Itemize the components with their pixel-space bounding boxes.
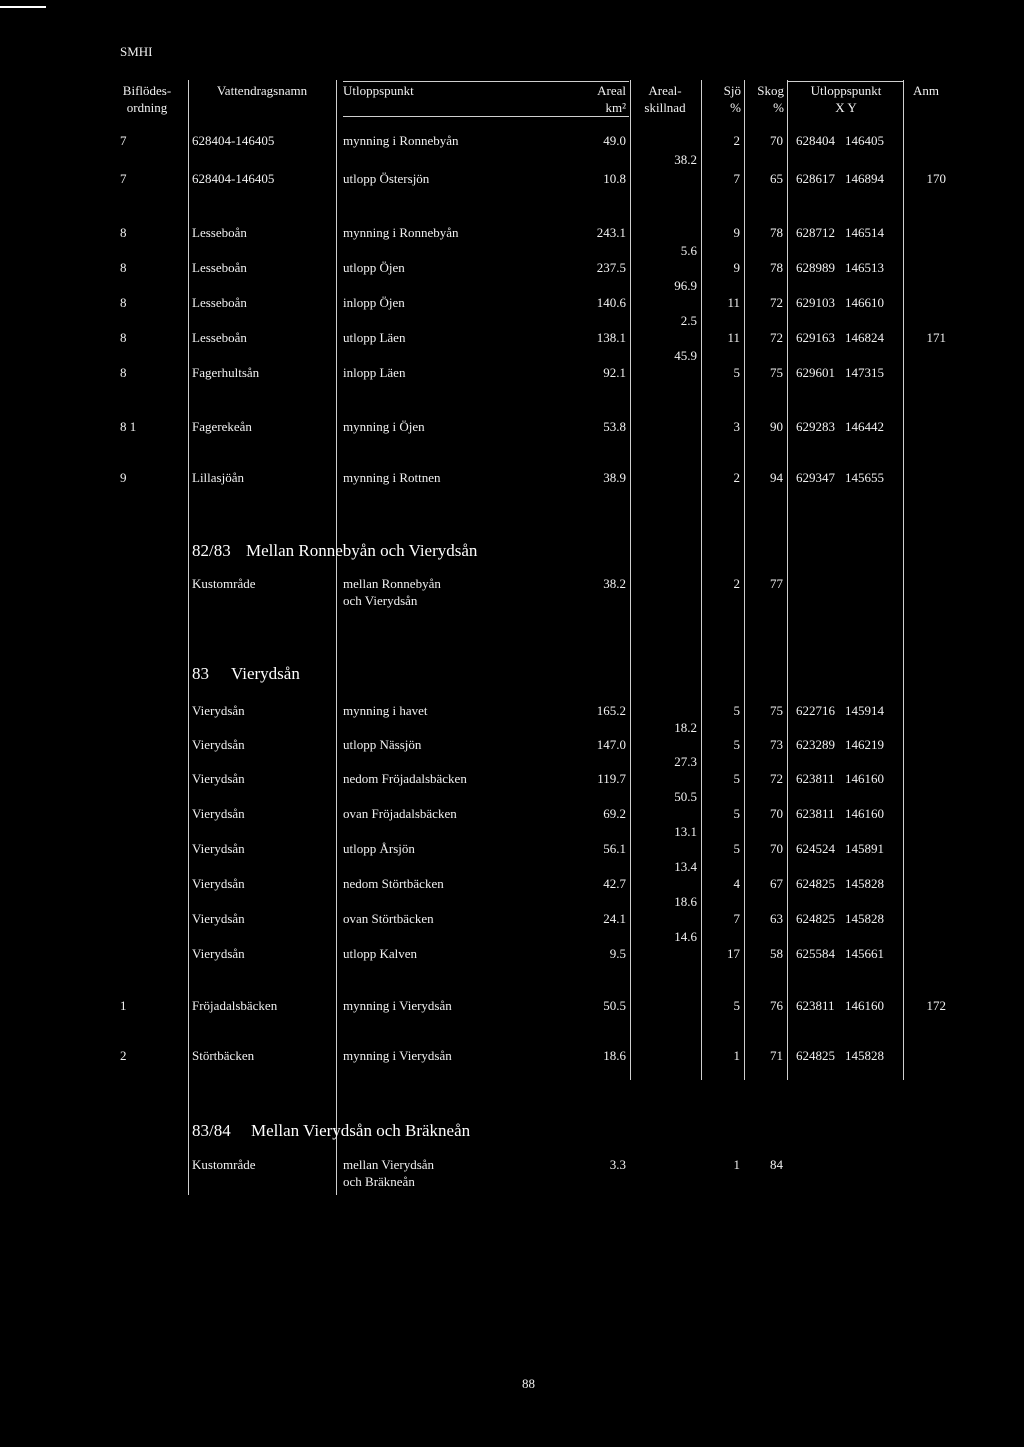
cell-skog: 63 (770, 911, 783, 926)
cell-y-coord: 145828 (845, 876, 884, 891)
cell-areal: 50.5 (603, 998, 626, 1013)
page-number: 88 (522, 1376, 535, 1391)
cell-utloppspunkt: utlopp Årsjön (343, 841, 415, 856)
column-rule (787, 80, 788, 1080)
cell-y-coord: 146405 (845, 133, 884, 148)
column-header-arealskill-line2: skillnad (644, 100, 686, 115)
cell-vattendragsnamn: Kustområde (192, 1157, 256, 1172)
column-rule (630, 80, 631, 1080)
cell-vattendragsnamn: Vierydsån (192, 841, 245, 856)
cell-y-coord: 145891 (845, 841, 884, 856)
cell-bifl: 7 (120, 133, 127, 148)
cell-y-coord: 146610 (845, 295, 884, 310)
cell-y-coord: 147315 (845, 365, 884, 380)
cell-vattendragsnamn: Vierydsån (192, 737, 245, 752)
cell-utloppspunkt: nedom Störtbäcken (343, 876, 444, 891)
cell-x-coord: 623811 (796, 806, 835, 821)
cell-skog: 75 (770, 703, 783, 718)
cell-bifl: 8 (120, 260, 127, 275)
cell-y-coord: 145828 (845, 911, 884, 926)
cell-utloppspunkt: ovan Störtbäcken (343, 911, 434, 926)
cell-utloppspunkt: mynning i Ronnebyån (343, 225, 459, 240)
cell-skog: 90 (770, 419, 783, 434)
cell-areal: 140.6 (596, 295, 626, 310)
cell-skog: 72 (770, 295, 783, 310)
cell-sjo: 5 (733, 841, 740, 856)
column-header-arealskill-line1: Areal- (648, 83, 682, 98)
cell-x-coord: 628712 (796, 225, 835, 240)
column-header-utlopp-line1: Utloppspunkt (343, 83, 414, 98)
cell-areal: 10.8 (603, 171, 626, 186)
cell-x-coord: 624825 (796, 876, 835, 891)
cell-arealskillnad: 45.9 (674, 348, 697, 363)
section-title: Vierydsån (231, 664, 300, 683)
cell-vattendragsnamn: Fagerhultsån (192, 365, 260, 380)
cell-vattendragsnamn: Lillasjöån (192, 470, 244, 485)
column-rule (188, 80, 189, 1080)
cell-skog: 78 (770, 225, 783, 240)
cell-x-coord: 622716 (796, 703, 835, 718)
cell-sjo: 17 (727, 946, 740, 961)
cell-skog: 70 (770, 806, 783, 821)
cell-y-coord: 146442 (845, 419, 884, 434)
cell-sjo: 5 (733, 703, 740, 718)
cell-skog: 70 (770, 133, 783, 148)
cell-skog: 75 (770, 365, 783, 380)
cell-vattendragsnamn: Vierydsån (192, 703, 245, 718)
cell-sjo: 2 (733, 470, 740, 485)
cell-x-coord: 624825 (796, 911, 835, 926)
cell-bifl: 1 (120, 998, 127, 1013)
cell-utloppspunkt: mellan Vierydsån (343, 1157, 435, 1172)
cell-utloppspunkt: inlopp Läen (343, 365, 406, 380)
cell-sjo: 9 (733, 225, 740, 240)
cell-bifl: 8 1 (120, 419, 137, 434)
section-code: 83 (192, 664, 209, 683)
cell-bifl: 8 (120, 295, 127, 310)
cell-x-coord: 623811 (796, 771, 835, 786)
cell-skog: 58 (770, 946, 783, 961)
cell-vattendragsnamn: 628404-146405 (192, 171, 275, 186)
top-rule (0, 6, 46, 8)
cell-x-coord: 628617 (796, 171, 835, 186)
cell-utloppspunkt: mynning i Rottnen (343, 470, 441, 485)
cell-utloppspunkt-cont: och Bräkneån (343, 1174, 415, 1189)
cell-utloppspunkt: nedom Fröjadalsbäcken (343, 771, 467, 786)
column-header-skog-line1: Skog (757, 83, 784, 98)
cell-areal: 165.2 (596, 703, 626, 718)
cell-vattendragsnamn: Lesseboån (192, 225, 247, 240)
cell-anm: 171 (926, 330, 946, 345)
cell-areal: 49.0 (603, 133, 626, 148)
cell-sjo: 2 (733, 576, 740, 591)
cell-vattendragsnamn: Störtbäcken (192, 1048, 255, 1063)
cell-y-coord: 145914 (845, 703, 884, 718)
cell-utloppspunkt: utlopp Läen (343, 330, 406, 345)
cell-sjo: 5 (733, 365, 740, 380)
cell-areal: 38.2 (603, 576, 626, 591)
cell-utloppspunkt: ovan Fröjadalsbäcken (343, 806, 457, 821)
cell-skog: 84 (770, 1157, 783, 1172)
cell-bifl: 2 (120, 1048, 127, 1063)
cell-utloppspunkt: utlopp Nässjön (343, 737, 422, 752)
cell-y-coord: 145828 (845, 1048, 884, 1063)
cell-sjo: 11 (727, 330, 740, 345)
cell-arealskillnad: 96.9 (674, 278, 697, 293)
cell-vattendragsnamn: Fröjadalsbäcken (192, 998, 278, 1013)
cell-x-coord: 628989 (796, 260, 835, 275)
cell-areal: 243.1 (596, 225, 626, 240)
cell-y-coord: 146219 (845, 737, 884, 752)
cell-areal: 3.3 (609, 1157, 626, 1172)
cell-arealskillnad: 13.4 (674, 859, 697, 874)
cell-bifl: 8 (120, 330, 127, 345)
cell-vattendragsnamn: Vierydsån (192, 771, 245, 786)
header-rule (343, 116, 629, 117)
cell-skog: 72 (770, 771, 783, 786)
cell-x-coord: 625584 (796, 946, 835, 961)
column-header-bifl-line2: ordning (126, 100, 168, 115)
column-rule (701, 80, 702, 1080)
agency-label: SMHI (120, 44, 153, 59)
cell-y-coord: 146513 (845, 260, 884, 275)
section-title: Mellan Vierydsån och Bräkneån (251, 1121, 471, 1140)
cell-vattendragsnamn: Kustområde (192, 576, 256, 591)
cell-x-coord: 629163 (796, 330, 835, 345)
cell-arealskillnad: 27.3 (674, 754, 697, 769)
cell-sjo: 4 (733, 876, 740, 891)
column-header-xy-line1: Utloppspunkt (810, 83, 882, 98)
cell-areal: 147.0 (596, 737, 626, 752)
cell-y-coord: 146894 (845, 171, 884, 186)
column-header-sjo-line1: Sjö (723, 83, 741, 98)
cell-utloppspunkt: utlopp Kalven (343, 946, 418, 961)
cell-sjo: 9 (733, 260, 740, 275)
cell-y-coord: 146514 (845, 225, 884, 240)
cell-skog: 76 (770, 998, 783, 1013)
column-rule (188, 1080, 189, 1195)
cell-utloppspunkt-cont: och Vierydsån (343, 593, 418, 608)
cell-x-coord: 629283 (796, 419, 835, 434)
cell-arealskillnad: 2.5 (680, 313, 697, 328)
cell-vattendragsnamn: Vierydsån (192, 946, 245, 961)
cell-arealskillnad: 18.2 (674, 720, 697, 735)
cell-y-coord: 145661 (845, 946, 884, 961)
cell-areal: 9.5 (609, 946, 626, 961)
cell-y-coord: 145655 (845, 470, 884, 485)
cell-vattendragsnamn: Lesseboån (192, 295, 247, 310)
cell-utloppspunkt: mynning i Ronnebyån (343, 133, 459, 148)
cell-arealskillnad: 18.6 (674, 894, 697, 909)
cell-areal: 69.2 (603, 806, 626, 821)
cell-skog: 70 (770, 841, 783, 856)
cell-sjo: 3 (733, 419, 740, 434)
cell-utloppspunkt: mellan Ronnebyån (343, 576, 441, 591)
cell-skog: 77 (770, 576, 783, 591)
cell-areal: 92.1 (603, 365, 626, 380)
cell-sjo: 1 (733, 1157, 740, 1172)
column-header-sjo-line2: % (730, 100, 741, 115)
cell-x-coord: 628404 (796, 133, 835, 148)
cell-utloppspunkt: utlopp Öjen (343, 260, 405, 275)
cell-areal: 138.1 (596, 330, 626, 345)
cell-utloppspunkt: mynning i Vierydsån (343, 1048, 452, 1063)
cell-utloppspunkt: mynning i havet (343, 703, 428, 718)
cell-sjo: 5 (733, 806, 740, 821)
cell-anm: 170 (926, 171, 946, 186)
cell-vattendragsnamn: Vierydsån (192, 806, 245, 821)
cell-vattendragsnamn: Lesseboån (192, 330, 247, 345)
cell-anm: 172 (926, 998, 946, 1013)
cell-bifl: 7 (120, 171, 127, 186)
cell-utloppspunkt: utlopp Östersjön (343, 171, 430, 186)
cell-areal: 18.6 (603, 1048, 626, 1063)
cell-sjo: 11 (727, 295, 740, 310)
cell-sjo: 2 (733, 133, 740, 148)
cell-skog: 73 (770, 737, 783, 752)
cell-vattendragsnamn: 628404-146405 (192, 133, 275, 148)
cell-areal: 24.1 (603, 911, 626, 926)
column-header-anm-line1: Anm (913, 83, 939, 98)
cell-arealskillnad: 50.5 (674, 789, 697, 804)
cell-skog: 72 (770, 330, 783, 345)
cell-skog: 65 (770, 171, 783, 186)
cell-arealskillnad: 13.1 (674, 824, 697, 839)
section-code: 83/84 (192, 1121, 231, 1140)
cell-arealskillnad: 14.6 (674, 929, 697, 944)
cell-skog: 78 (770, 260, 783, 275)
column-header-areal-line2: km² (605, 100, 626, 115)
cell-utloppspunkt: mynning i Öjen (343, 419, 425, 434)
cell-arealskillnad: 5.6 (680, 243, 697, 258)
cell-areal: 119.7 (597, 771, 626, 786)
cell-x-coord: 624524 (796, 841, 835, 856)
cell-sjo: 5 (733, 771, 740, 786)
column-header-namn-line1: Vattendragsnamn (216, 83, 308, 98)
cell-sjo: 7 (733, 171, 740, 186)
cell-x-coord: 623811 (796, 998, 835, 1013)
cell-areal: 42.7 (603, 876, 626, 891)
column-rule (744, 80, 745, 1080)
column-header-skog-line2: % (773, 100, 784, 115)
cell-vattendragsnamn: Lesseboån (192, 260, 247, 275)
cell-utloppspunkt: inlopp Öjen (343, 295, 405, 310)
cell-sjo: 5 (733, 998, 740, 1013)
cell-vattendragsnamn: Vierydsån (192, 911, 245, 926)
cell-sjo: 5 (733, 737, 740, 752)
cell-bifl: 8 (120, 225, 127, 240)
cell-areal: 38.9 (603, 470, 626, 485)
cell-arealskillnad: 38.2 (674, 152, 697, 167)
cell-y-coord: 146160 (845, 806, 884, 821)
cell-skog: 94 (770, 470, 783, 485)
cell-x-coord: 629347 (796, 470, 835, 485)
cell-bifl: 9 (120, 470, 127, 485)
cell-areal: 237.5 (596, 260, 626, 275)
cell-skog: 67 (770, 876, 783, 891)
cell-y-coord: 146160 (845, 998, 884, 1013)
cell-y-coord: 146160 (845, 771, 884, 786)
cell-y-coord: 146824 (845, 330, 884, 345)
cell-skog: 71 (770, 1048, 783, 1063)
cell-sjo: 7 (733, 911, 740, 926)
cell-utloppspunkt: mynning i Vierydsån (343, 998, 452, 1013)
column-header-areal-line1: Areal (597, 83, 626, 98)
section-code: 82/83 (192, 541, 231, 560)
cell-vattendragsnamn: Fagerekeån (192, 419, 252, 434)
column-header-xy-line2: X Y (835, 100, 857, 115)
cell-x-coord: 629601 (796, 365, 835, 380)
cell-sjo: 1 (733, 1048, 740, 1063)
cell-vattendragsnamn: Vierydsån (192, 876, 245, 891)
column-rule (903, 80, 904, 1080)
cell-x-coord: 623289 (796, 737, 835, 752)
cell-areal: 56.1 (603, 841, 626, 856)
column-rule (336, 80, 337, 1080)
cell-bifl: 8 (120, 365, 127, 380)
cell-x-coord: 629103 (796, 295, 835, 310)
cell-x-coord: 624825 (796, 1048, 835, 1063)
column-header-bifl-line1: Biflödes- (122, 83, 172, 98)
section-title: Mellan Ronnebyån och Vierydsån (246, 541, 478, 560)
cell-areal: 53.8 (603, 419, 626, 434)
